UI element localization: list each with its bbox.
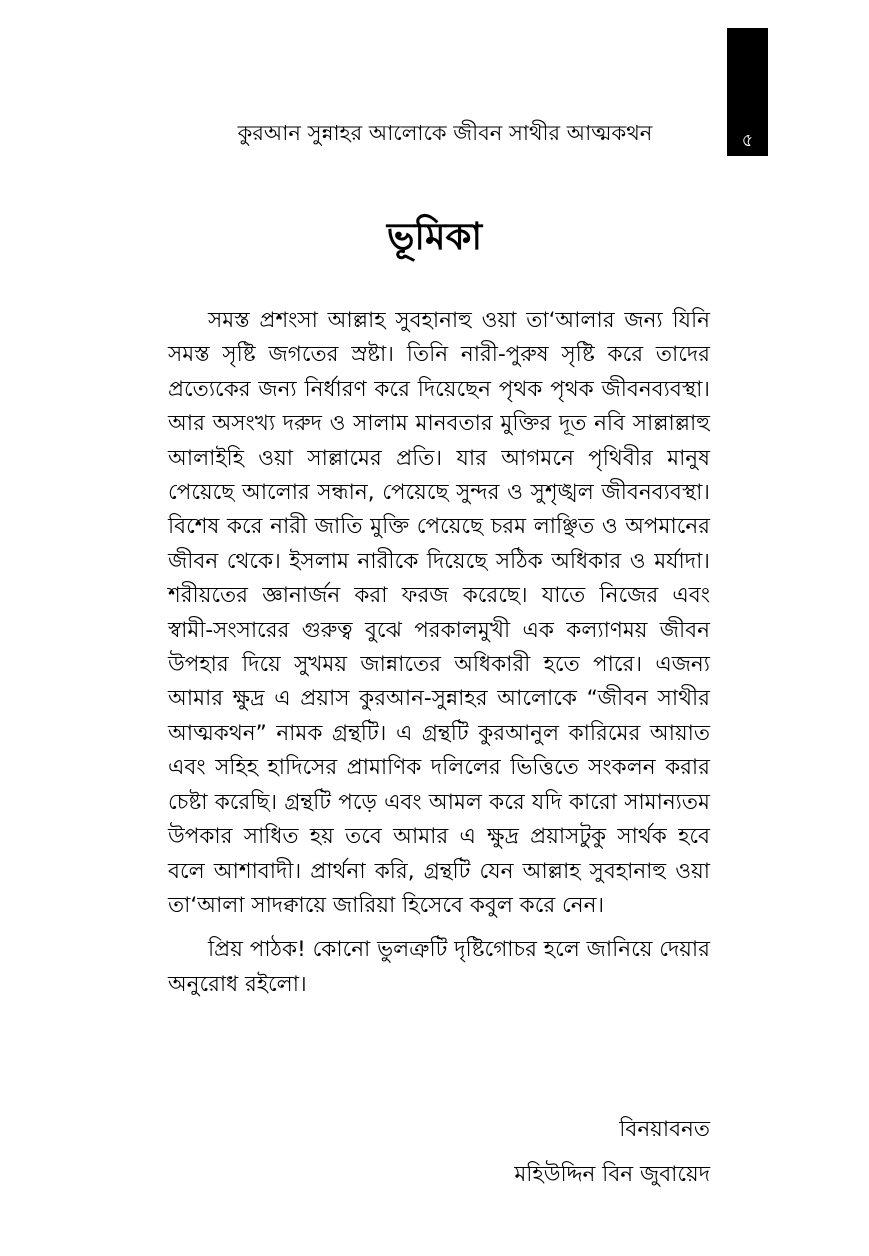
page-title: ভূমিকা (386, 215, 483, 258)
body-text (168, 304, 710, 1002)
page-number: ৫ (741, 130, 754, 151)
paragraph-reader-request: প্রিয় পাঠক! কোনো ভুলত্রুটি দৃষ্টিগোচর হলে জানিয়ে দেয়ার অনুরোধ রইলো। (168, 937, 710, 997)
signature-author: মহিউদ্দিন বিন জুবায়েদ (514, 1162, 710, 1187)
paragraph-intro: সমস্ত প্রশংসা আল্লাহ সুবহানাহু ওয়া তা‘আলার জন্য যিনি সমস্ত সৃষ্টি জগতের স্রষ্টা। তিনি নারী-পুরুষ সৃষ্টি করে তাদের প্রত্যেকের জন্য নির্ধারণ করে দিয়েছেন পৃথক পৃথক জীবনব্যবস্থা। আর অসংখ্য দরুদ ও সালাম মানবতার মুক্তির দূত নবি সাল্লাল্লাহু আলাইহি ওয়া সাল্লামের প্রতি। যার আগমনে পৃথিবীর মানুষ পেয়েছে আলোর সন্ধান, পেয়েছে সুন্দর ও সুশৃঙ্খল জীবনব্যবস্থা। বিশেষ করে নারী জাতি মুক্তি পেয়েছে চরম লাঞ্ছিত ও অপমানের জীবন থেকে। ইসলাম নারীকে দিয়েছে সঠিক অধিকার ও মর্যাদা। শরীয়তের জ্ঞানার্জন করা ফরজ করেছে। যাতে নিজের এবং স্বামী-সংসারের গুরুত্ব বুঝে পরকালমুখী এক কল্যাণময় জীবন উপহার দিয়ে সুখময় জান্নাতের অধিকারী হতে পারে। এজন্য আমার ক্ষুদ্র এ প্রয়াস কুরআন-সুন্নাহর আলোকে “জীবন সাথীর আত্মকথন” নামক গ্রন্থটি। এ গ্রন্থটি কুরআনুল কারিমের আয়াত এবং সহিহ হাদিসের প্রামাণিক দলিলের ভিত্তিতে সংকলন করার চেষ্টা করেছি। গ্রন্থটি পড়ে এবং আমল করে যদি কারো সামান্যতম উপকার সাধিত হয় তবে আমার এ ক্ষুদ্র প্রয়াসটুকু সার্থক হবে বলে আশাবাদী। প্রার্থনা করি, গ্রন্থটি যেন আল্লাহ সুবহানাহু ওয়া তা‘আলা সাদক্বায়ে জারিয়া হিসেবে কবুল করে নেন। (168, 308, 710, 918)
signature-closing: বিনয়াবনত (619, 1117, 710, 1142)
page-number-tab (727, 28, 768, 156)
running-header-title: কুরআন সুন্নাহর আলোকে জীবন সাথীর আত্মকথন (237, 121, 653, 145)
